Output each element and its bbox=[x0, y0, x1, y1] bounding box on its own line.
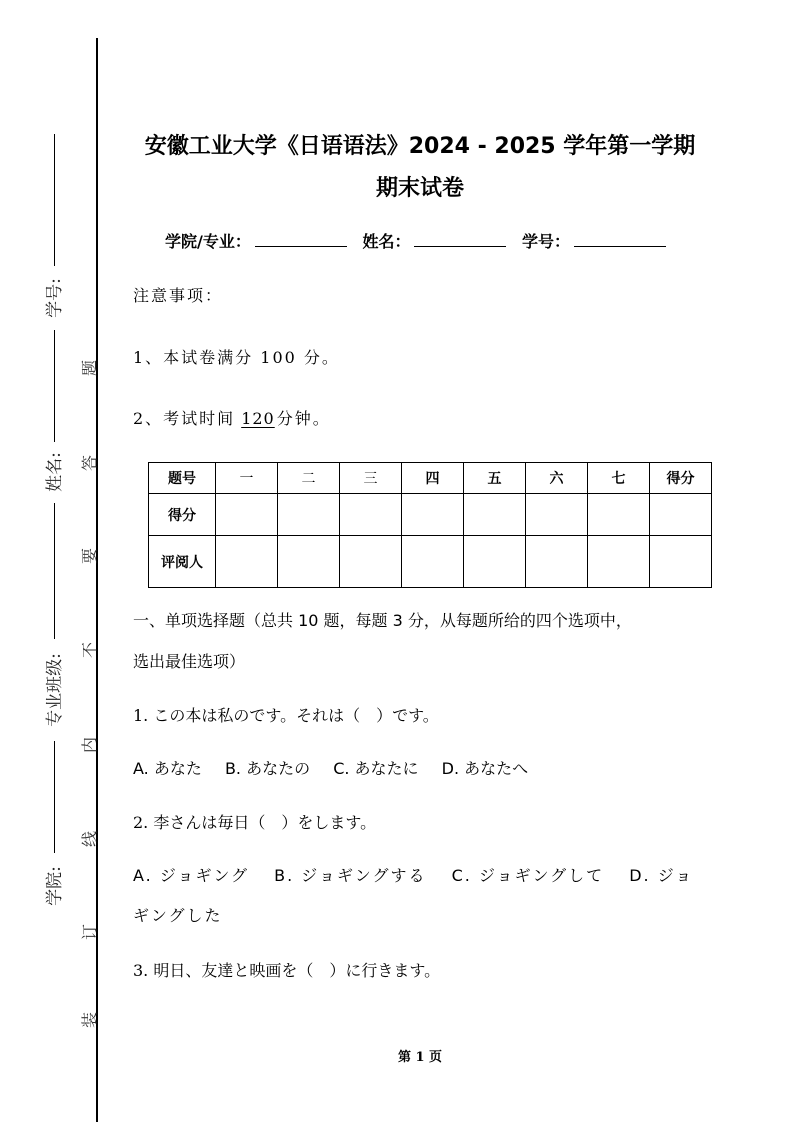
question-text: 明日、友達と映画を（ ）に行きます。 bbox=[153, 961, 441, 980]
question-number: 2. bbox=[133, 813, 149, 832]
question-3 bbox=[133, 960, 440, 982]
student-id-field[interactable] bbox=[574, 230, 666, 247]
exam-subtitle: 期末试卷 bbox=[375, 176, 464, 201]
row-label: 评阅人 bbox=[149, 536, 216, 588]
option-b[interactable]: B. あなたの bbox=[224, 759, 311, 778]
notes-heading: 注意事项： bbox=[133, 286, 224, 305]
header-cell: 得分 bbox=[650, 463, 712, 494]
question-text: この本は私のです。それは（ ）です。 bbox=[153, 706, 439, 725]
header-cell: 三 bbox=[340, 463, 402, 494]
margin-major-class-label: 专业班级: bbox=[45, 653, 65, 727]
score-cell[interactable] bbox=[464, 494, 526, 536]
question-number: 3. bbox=[133, 961, 149, 980]
major-class-underline-top bbox=[54, 503, 55, 639]
score-cell[interactable] bbox=[340, 494, 402, 536]
header-cell: 六 bbox=[526, 463, 588, 494]
row-label: 得分 bbox=[149, 494, 216, 536]
option-d[interactable]: D. ジョ bbox=[629, 866, 694, 885]
margin-college-label: 学院: bbox=[45, 866, 65, 906]
question-text: 李さんは毎日（ ）をします。 bbox=[153, 813, 377, 832]
reviewer-row bbox=[149, 536, 712, 588]
score-table-header-row bbox=[149, 463, 712, 494]
seal-char: 题 bbox=[80, 360, 99, 377]
seal-char: 内 bbox=[80, 737, 99, 754]
college-major-label: 学院/专业： bbox=[165, 232, 251, 251]
reviewer-cell[interactable] bbox=[402, 536, 464, 588]
section-1-title-cont: 选出最佳选项） bbox=[133, 652, 246, 671]
seal-char: 订 bbox=[80, 924, 99, 941]
option-c[interactable]: C. ジョギングして bbox=[451, 866, 605, 885]
reviewer-cell[interactable] bbox=[464, 536, 526, 588]
reviewer-cell[interactable] bbox=[278, 536, 340, 588]
name-label: 姓名： bbox=[362, 232, 411, 251]
college-major-field[interactable] bbox=[255, 230, 347, 247]
reviewer-cell[interactable] bbox=[650, 536, 712, 588]
note-item-1: 1、本试卷满分 100 分。 bbox=[133, 348, 340, 367]
margin-name-label: 姓名: bbox=[45, 452, 65, 492]
section-1-title: 一、单项选择题（总共 10 题，每题 3 分，从每题所给的四个选项中， bbox=[133, 611, 632, 630]
major-class-underline-bottom bbox=[54, 741, 55, 853]
reviewer-cell[interactable] bbox=[588, 536, 650, 588]
question-1 bbox=[133, 705, 439, 727]
binding-line bbox=[96, 38, 98, 1122]
score-cell[interactable] bbox=[278, 494, 340, 536]
note-item-2-suffix: 分钟。 bbox=[276, 409, 331, 428]
header-cell: 题号 bbox=[149, 463, 216, 494]
student-info-row bbox=[165, 230, 676, 253]
reviewer-cell[interactable] bbox=[340, 536, 402, 588]
question-2-options bbox=[133, 865, 693, 887]
option-d[interactable]: D. あなたへ bbox=[441, 759, 529, 778]
page-number: 第 1 页 bbox=[397, 1050, 443, 1065]
score-row bbox=[149, 494, 712, 536]
seal-char: 装 bbox=[80, 1012, 99, 1029]
score-cell[interactable] bbox=[650, 494, 712, 536]
note-item-2-prefix: 2、考试时间 bbox=[133, 409, 236, 428]
option-a[interactable]: A. ジョギング bbox=[133, 866, 250, 885]
header-cell: 七 bbox=[588, 463, 650, 494]
score-table bbox=[148, 462, 712, 588]
seal-char: 线 bbox=[80, 831, 99, 848]
score-cell[interactable] bbox=[216, 494, 278, 536]
student-id-underline bbox=[54, 134, 55, 266]
score-cell[interactable] bbox=[402, 494, 464, 536]
option-a[interactable]: A. あなた bbox=[133, 759, 202, 778]
margin-student-id-label: 学号: bbox=[45, 278, 65, 318]
option-c[interactable]: C. あなたに bbox=[333, 759, 419, 778]
reviewer-cell[interactable] bbox=[216, 536, 278, 588]
seal-char: 要 bbox=[80, 548, 99, 565]
seal-char: 不 bbox=[80, 642, 99, 659]
student-id-label: 学号： bbox=[522, 232, 571, 251]
question-2 bbox=[133, 812, 376, 834]
note-item-2 bbox=[133, 408, 331, 430]
name-field[interactable] bbox=[414, 230, 506, 247]
question-1-options bbox=[133, 758, 528, 780]
seal-char: 答 bbox=[80, 455, 99, 472]
header-cell: 一 bbox=[216, 463, 278, 494]
exam-title: 安徽工业大学《日语语法》2024 - 2025 学年第一学期 bbox=[144, 134, 696, 159]
header-cell: 四 bbox=[402, 463, 464, 494]
exam-duration-value: 120 bbox=[241, 409, 275, 428]
score-cell[interactable] bbox=[526, 494, 588, 536]
header-cell: 二 bbox=[278, 463, 340, 494]
reviewer-cell[interactable] bbox=[526, 536, 588, 588]
name-underline bbox=[54, 330, 55, 442]
question-2-options-wrap: ギングした bbox=[133, 906, 223, 925]
header-cell: 五 bbox=[464, 463, 526, 494]
question-number: 1. bbox=[133, 706, 149, 725]
option-b[interactable]: B. ジョギングする bbox=[274, 866, 427, 885]
score-cell[interactable] bbox=[588, 494, 650, 536]
